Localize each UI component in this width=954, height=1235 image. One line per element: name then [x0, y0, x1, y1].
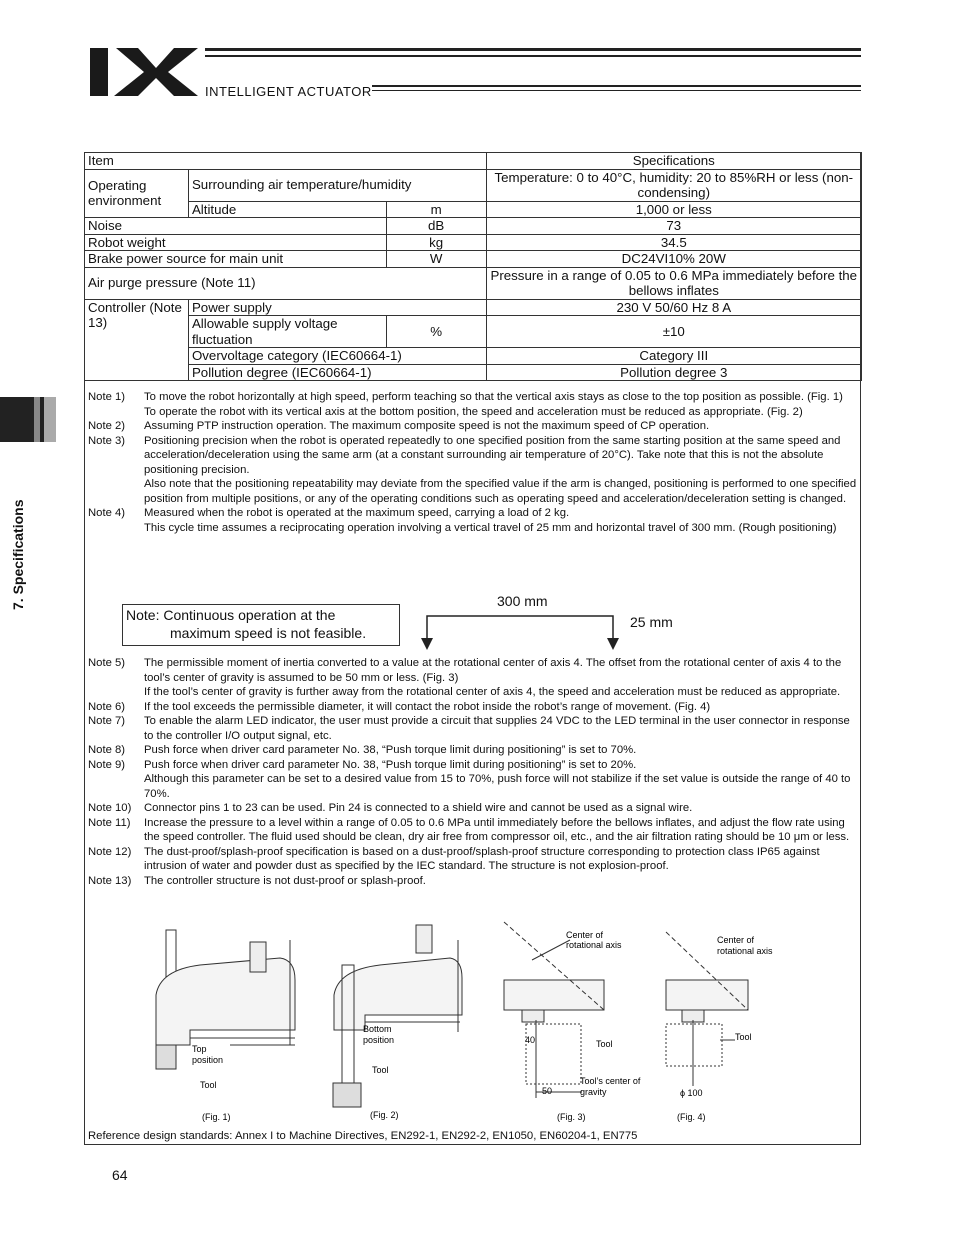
header-rule-mid [205, 55, 861, 57]
note-number: Note 4) [88, 507, 126, 519]
table-row [85, 201, 862, 218]
note-item [88, 390, 858, 419]
table-row [85, 234, 862, 251]
fig4-center-label-2: rotational axis [717, 946, 773, 956]
notes-block-2 [88, 656, 858, 888]
fig1-tool-label: Tool [200, 1080, 217, 1090]
fig4-tool-label: Tool [735, 1032, 752, 1042]
table-row [85, 169, 862, 201]
fig3-tool-label: Tool [596, 1039, 613, 1049]
cell-item: Operating environment [85, 169, 189, 218]
note-item [88, 419, 858, 434]
header-spec: Specifications [486, 153, 861, 170]
note-item [88, 656, 858, 700]
fig1-robot-top-position [156, 930, 295, 1069]
note-text: Connector pins 1 to 23 can be used. Pin 24 is connected to a shield wire and cannot be used as a signal wire. [144, 802, 693, 814]
fig2-robot-bottom-position [333, 925, 462, 1107]
cell-spec: 1,000 or less [486, 201, 861, 218]
cell-unit: W [386, 251, 486, 268]
note-number: Note 3) [88, 434, 126, 447]
cell-item: Controller (Note 13) [85, 299, 189, 381]
fig3-cg-label-1: Tool’s center of [580, 1076, 641, 1086]
brand-name: INTELLIGENT ACTUATOR [205, 84, 372, 99]
note-text: Although this parameter can be set to a desired value from 15 to 70%, push force will not stabilize if the set value is outside the range of 40 to 70%. [144, 773, 851, 800]
note-number: Note 2) [88, 420, 126, 432]
cell-item: Air purge pressure (Note 11) [85, 267, 487, 299]
note-text: If the tool exceeds the permissible diameter, it will contact the robot inside the robot’s range of movement. (Fig. 4) [144, 700, 711, 713]
cell-item: Brake power source for main unit [85, 251, 387, 268]
note-text: To operate the robot with its vertical axis at the bottom position, the speed and acceleration must be reduced as appropriate. (Fig. 2) [144, 405, 803, 418]
cell-unit: m [386, 201, 486, 218]
note-text: Also note that the positioning repeatability may deviate from the specified value if the arm is changed, positioning is performed to one specified position from multiple positions, or any of the operating conditions such as operating speed and acceleration/deceleration setting is changed. [144, 478, 857, 505]
fig1-label-top: Top [192, 1044, 207, 1054]
note-text: The dust-proof/splash-proof specification is based on a dust-proof/splash-proof structure corresponding to protection class IP65 against intrusion of water and powder dust as specified by the IEC standard. The structure is not explosion-proof. [144, 845, 820, 872]
table-row [85, 348, 862, 365]
cell-subitem: Power supply [188, 299, 486, 316]
cell-spec: DC24VI10% 20W [486, 251, 861, 268]
note-text: Increase the pressure to a level within a range of 0.05 to 0.6 MPa until immediately before the bellows inflates, and adjust the flow rate using the speed controller. The fluid used should be clean, dry air free from compressor oil, etc., and the air filtration rating should be 10 μm or less. [144, 816, 850, 843]
note-text: Assuming PTP instruction operation. The maximum composite speed is not the maximum speed of CP operation. [144, 420, 710, 432]
note-text: Push force when driver card parameter No. 38, “Push torque limit during positioning” is set to 70%. [144, 744, 637, 756]
note-number: Note 1) [88, 391, 126, 403]
fig2-label-position: position [363, 1035, 395, 1045]
fig3-center-label-1: Center of [566, 930, 604, 940]
fig3-cg-label-2: gravity [580, 1087, 607, 1097]
notes-block-1 [88, 390, 858, 535]
cell-subitem: Overvoltage category (IEC60664-1) [188, 348, 486, 365]
fig4-caption: (Fig. 4) [677, 1112, 706, 1122]
fig2-tool-label: Tool [372, 1065, 389, 1075]
note-text: Push force when driver card parameter No. 38, “Push torque limit during positioning” is set to 20%. [144, 758, 637, 771]
cell-spec: 230 V 50/60 Hz 8 A [486, 299, 861, 316]
note-text: The controller structure is not dust-proof or splash-proof. [144, 874, 426, 887]
cell-subitem: Altitude [188, 201, 386, 218]
table-row [85, 251, 862, 268]
note-text: Positioning precision when the robot is operated repeatedly to one specified position from the same starting position at the same speed and acceleration/deceleration using the same arm (at a constant surrounding air temperature of 20°C). Take note that this is not the absolute positioning precision. [144, 434, 841, 476]
vertical-dimension: 25 mm [630, 614, 673, 630]
cell-spec: 34.5 [486, 234, 861, 251]
cell-spec: Category III [486, 348, 861, 365]
header-item: Item [85, 153, 487, 170]
note-number: Note 11) [88, 816, 131, 829]
note-number: Note 6) [88, 700, 126, 713]
note-number: Note 12) [88, 845, 132, 858]
table-row [85, 316, 862, 348]
header-rule-low [372, 85, 861, 87]
table-row [85, 364, 862, 381]
chapter-label: 7. Specifications [10, 499, 26, 610]
cell-subitem: Pollution degree (IEC60664-1) [188, 364, 486, 381]
cell-item: Robot weight [85, 234, 387, 251]
note-item [88, 758, 858, 802]
continuous-operation-note [122, 604, 400, 646]
fig2-caption: (Fig. 2) [370, 1110, 399, 1120]
note-item [88, 845, 858, 874]
spec-table [84, 152, 862, 381]
header-rule-low2 [372, 90, 861, 91]
note-item [88, 434, 858, 507]
table-header-row [85, 153, 862, 170]
fig3-center-label-2: rotational axis [566, 940, 622, 950]
table-row [85, 218, 862, 235]
page-number: 64 [112, 1167, 128, 1183]
cell-item: Noise [85, 218, 387, 235]
reference-standards: Reference design standards: Annex I to Machine Directives, EN292-1, EN292-2, EN1050, EN60204-1, EN775 [88, 1130, 638, 1142]
fig4-diameter: ϕ 100 [680, 1088, 703, 1098]
callout-line: Note: Continuous operation at the [126, 607, 336, 623]
cell-subitem: Surrounding air temperature/humidity [188, 169, 486, 201]
figures-row [130, 920, 773, 1125]
fig1-label-position: position [192, 1055, 224, 1065]
cycle-path-diagram [415, 604, 630, 652]
note-text: To move the robot horizontally at high speed, perform teaching so that the vertical axis stays as close to the top position as possible. (Fig. 1) [144, 391, 843, 403]
note-text: The permissible moment of inertia converted to a value at the rotational center of axis 4. The offset from the rotational center of axis 4 to the tool’s center of gravity is assumed to be 50 mm or less. (Fig. 3) [144, 657, 842, 684]
cell-unit: % [386, 316, 486, 348]
fig3-caption: (Fig. 3) [557, 1112, 586, 1122]
note-item [88, 743, 858, 758]
fig2-label-bottom: Bottom [363, 1024, 392, 1034]
cell-spec: ±10 [486, 316, 861, 348]
note-number: Note 9) [88, 758, 126, 771]
cell-subitem: Allowable supply voltage fluctuation [188, 316, 386, 348]
cell-unit: kg [386, 234, 486, 251]
cell-spec: Temperature: 0 to 40°C, humidity: 20 to 85%RH or less (non-condensing) [486, 169, 861, 201]
table-row [85, 267, 862, 299]
header-rule-top [205, 48, 861, 51]
note-number: Note 10) [88, 802, 132, 814]
cell-spec: Pollution degree 3 [486, 364, 861, 381]
note-item [88, 700, 858, 715]
fig4-center-label-1: Center of [717, 935, 755, 945]
note-number: Note 13) [88, 874, 132, 887]
table-row [85, 299, 862, 316]
note-text: If the tool’s center of gravity is further away from the rotational center of axis 4, the speed and acceleration must be reduced as appropriate. [144, 686, 841, 698]
horizontal-dimension: 300 mm [497, 593, 548, 609]
note-number: Note 5) [88, 657, 126, 669]
callout-line: maximum speed is not feasible. [170, 625, 367, 641]
cell-unit: dB [386, 218, 486, 235]
note-text: To enable the alarm LED indicator, the user must provide a circuit that supplies 24 VDC to the LED terminal in the user connector in response to the controller I/O output signal, etc. [144, 715, 850, 742]
cell-spec: 73 [486, 218, 861, 235]
note-text: Measured when the robot is operated at the maximum speed, carrying a load of 2 kg. [144, 507, 570, 519]
ix-logo [88, 44, 203, 100]
note-item [88, 816, 858, 845]
note-text: This cycle time assumes a reciprocating operation involving a vertical travel of 25 mm and horizontal travel of 300 mm. (Rough positioning) [144, 521, 837, 534]
note-number: Note 8) [88, 744, 126, 756]
fig1-caption: (Fig. 1) [202, 1112, 231, 1122]
fig3-dim-40: 40 [525, 1035, 536, 1045]
cell-spec: Pressure in a range of 0.05 to 0.6 MPa immediately before the bellows inflates [486, 267, 861, 299]
note-item [88, 714, 858, 743]
note-item [88, 874, 858, 889]
note-item [88, 801, 858, 816]
fig3-dim-50: 50 [542, 1086, 553, 1096]
chapter-tab [0, 397, 56, 442]
note-number: Note 7) [88, 715, 126, 727]
note-item [88, 506, 858, 535]
